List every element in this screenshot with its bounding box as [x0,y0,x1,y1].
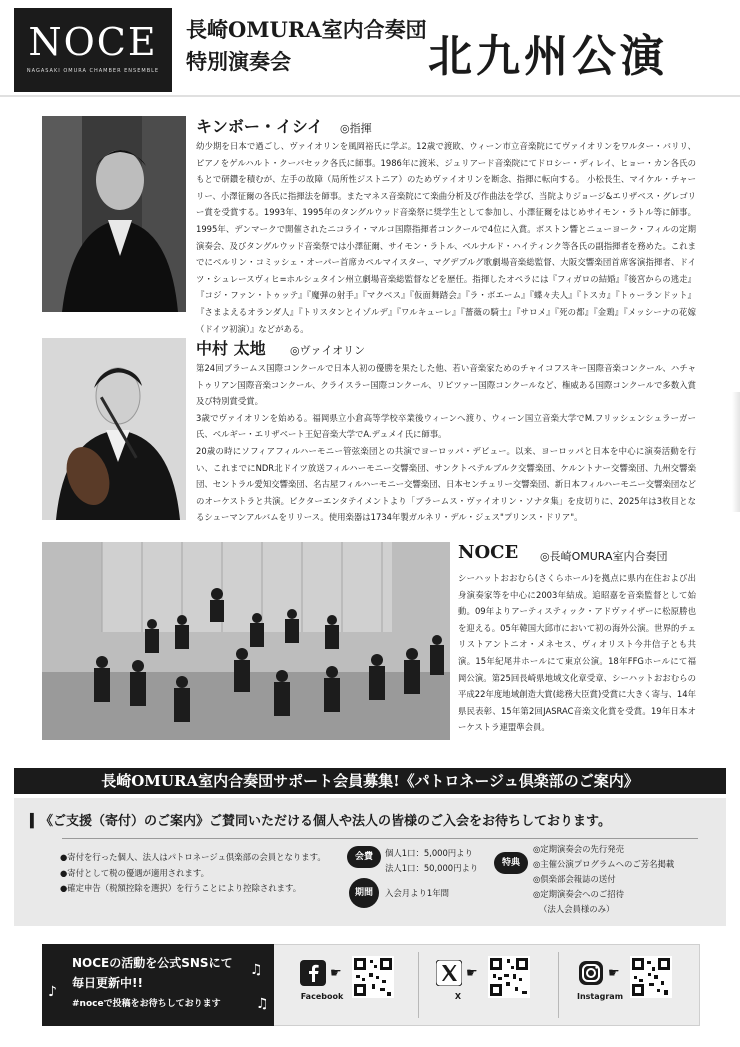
header-subtitle-2: 特別演奏会 [186,49,291,74]
support-bullet: ●確定申告（税額控除を選択）を行うことにより控除されます。 [60,883,302,893]
music-note-icon: ♫ [256,996,269,1012]
conductor-name: キンボー・イシイ [196,117,324,136]
x-label: X [454,992,462,1001]
ensemble-name: NOCE [458,542,519,563]
logo [14,8,172,92]
conductor-bio [196,138,696,337]
music-note-icon: ♫ [250,962,263,978]
support-divider [62,838,698,839]
sns-promo [42,944,274,1026]
facebook-icon [300,960,326,986]
support-banner: 長崎OMURA室内合奏団サポート会員募集!《パトロネージュ倶楽部のご案内》 [14,768,726,794]
ensemble-photo [42,542,450,740]
violinist-photo [42,338,186,520]
x-icon [436,960,462,986]
sns-instagram[interactable] [578,956,708,1016]
fee-corporate: 法人1口：50,000円より [385,862,479,873]
benefit-item: ◎倶楽部会報誌の送付 [533,874,616,884]
support-bullet: ●寄付として税の優遇が適用されます。 [60,867,210,878]
fee-values [385,846,478,875]
fee-badge: 会費 [347,846,381,868]
support-bullets [60,850,326,897]
pointing-hand-icon: ☛ [608,966,620,981]
page-edge-shadow [732,392,740,512]
logo-subtitle: NAGASAKI OMURA CHAMBER ENSEMBLE [26,68,160,74]
instagram-icon [578,960,604,986]
benefit-badge: 特典 [494,852,528,874]
ensemble-role: ◎長崎OMURA室内合奏団 [540,550,668,563]
facebook-label: Facebook [300,992,344,1001]
violinist-bio-text-2: 3歳でヴァイオリンを始める。福岡県立小倉高等学校卒業後ウィーンへ渡り、ウィーン国立音楽大学でM.フリッシェンシュラーガー氏、ベルギー・エリザベート王妃音楽大学でA.デュメイ氏に師事。 [196,412,696,440]
period-value: 入会月より1年間 [385,888,449,898]
conductor-photo [42,116,186,312]
violinist-bio-text-1: 第24回ブラームス国際コンクールで日本人初の優勝を果たした他、若い音楽家ためのチャイコフスキー国際音楽コンクール、ハチャトゥリアン国際音楽コンクール、クライスラー国際コンクール、リピツァー国際コンクールなど、権威ある国際コンクールで多数入賞及び特別賞受賞。 [196,363,696,407]
pointing-hand-icon: ☛ [330,966,342,981]
facebook-qr-code[interactable] [352,956,394,998]
violinist-name: 中村 太地 [196,339,266,358]
instagram-qr-code[interactable] [630,956,672,998]
benefit-item: （法人会員様のみ） [539,904,615,914]
sns-x[interactable] [436,956,566,1016]
sns-divider [558,952,559,1018]
sns-text-2: 毎日更新中!! [72,976,143,990]
sns-hashtag: #noceで投稿をお待ちしております [72,999,221,1009]
music-note-icon: ♪ [48,984,57,1000]
ensemble-bio-text: シーハットおおむら(さくらホール)を拠点に県内在住および出身演奏家等を中心に2003年結成。追昭嘉を音楽監督として始動。09年よりアーティスティック・アドヴァイザーに松原勝也を迎える。05年韓国大邱市において初の海外公演。世界的チェリストアントニオ・メネセス、ヴィオリスト今井信子とも共演。15年紀尾井ホールにて東京公演。18年FFGホールにて福岡公演。第25回長崎県地域文化章受章、シーハットおおむらの平成22年度地域創造大賞(総務大臣賞)受賞に大きく寄与、14年県民表彰、15年第2回JASRAC音楽文化賞を受賞。19年日本オーケストラ連盟準会員。 [458,573,696,733]
logo-text: NOCE [28,20,158,64]
instagram-label: Instagram [576,992,624,1001]
violinist-bio [196,360,696,526]
period-badge: 期間 [349,878,379,908]
x-qr-code[interactable] [488,956,530,998]
benefit-item: ◎定期演奏会の先行発売 [533,844,625,854]
sns-divider [418,952,419,1018]
conductor-role: ◎指揮 [340,122,372,135]
support-heading: ▍《ご支援（寄付）のご案内》ご賛同いただける個人や法人の皆様のご入会をお待ちしております。 [30,814,611,829]
header-divider [0,95,740,97]
benefit-item: ◎主催公演プログラムへのご芳名掲載 [533,859,675,869]
benefit-item: ◎定期演奏会へのご招待 [533,889,625,899]
conductor-bio-text: 幼少期を日本で過ごし、ヴァイオリンを風岡裕氏に学ぶ。12歳で渡欧、ウィーン市立音楽院にてヴァイオリンをワルター・バリリ、ピアノをゲルハルト・クーバセック各氏に師事。1986年に渡米、ジュリアード音楽院にてドロシー・ディレイ、ヒョー・カン各氏のもとで研鑽を積むが、左手の故障（局所性ジストニア）のためヴァイオリンを断念、指揮に転向する。 小松長生、マイケル・チャーリー、小澤征爾の各氏に指揮法を師事。またマネス音楽院にて楽曲分析及び作曲法を学び、当院よりジョージ&エリザベス・グレゴリー賞を受賞する。1993年、1995年のタングルウッド音楽祭に奨学生として参加し、小澤征爾をはじめサイモン・ラトル等に師事。1995年、デンマークで開催されたニコライ・マルコ国際指揮者コンクールで4位に入賞。ボストン響とニューヨーク・フィルの定期演奏会、及びタングルウッド音楽祭では小澤征爾、サイモン・ラトル、ベルナルド・ハイティンク等各氏の副指揮者を務めた。これまでにベルリン・コミッシェ・オーパー首席カペルマイスター、マグデブルグ歌劇場音楽総監督、大阪交響楽団首席客演指揮者、ドイツ・シュレースヴィヒ=ホルシュタイン州立劇場音楽総監督などを歴任。指揮したオペラには『フィガロの結婚』『後宮からの逃走』『コジ・ファン・トゥッテ』『魔弾の射手』『マクベス』『仮面舞踏会』『ラ・ボエーム』『蝶々夫人』『トスカ』『トゥーランドット』『さまよえるオランダ人』『トリスタンとイゾルデ』『ワルキューレ』『薔薇の騎士』『サロメ』『死の都』『金鶏』『メッシーナの花嫁（ドイツ初演）』などがある。 [196,141,696,334]
sns-text-1: NOCEの活動を公式SNSにて [72,956,233,970]
sns-facebook[interactable] [300,956,430,1016]
violinist-role: ◎ヴァイオリン [290,344,366,357]
support-bullet: ●寄付を行った個人、法人はパトロネージュ倶楽部の会員となります。 [60,852,326,862]
header-subtitle-1: 長崎OMURA室内合奏団 [186,17,427,42]
header [0,0,740,92]
page-title: 北九州公演 [428,31,668,82]
violinist-bio-text-3: 20歳の時にソフィアフィルハーモニー管弦楽団との共演でヨーロッパ・デビュー。以来、ヨーロッパと日本を中心に演奏活動を行い、これまでにNDR北ドイツ放送フィルハーモニー交響楽団、サンクトペテルブルク交響楽団、ケルントナー交響楽団、九州交響楽団、セントラル愛知交響楽団、名古屋フィルハーモニー交響楽団、日本センチュリー交響楽団、新日本フィルハーモニー交響楽団などのオーケストラと共演。ビクターエンタテイメントより「ブラームス・ヴァイオリン・ソナタ集」を皮切りに、2025年は3枚目となるシューマンアルバムをリリース。使用楽器は1734年製ガルネリ・デル・ジェス"プリンス・ドリア"。 [196,445,696,523]
benefit-list [533,842,674,917]
fee-individual: 個人1口：5,000円より [385,848,473,858]
ensemble-bio [458,570,696,736]
pointing-hand-icon: ☛ [466,966,478,981]
